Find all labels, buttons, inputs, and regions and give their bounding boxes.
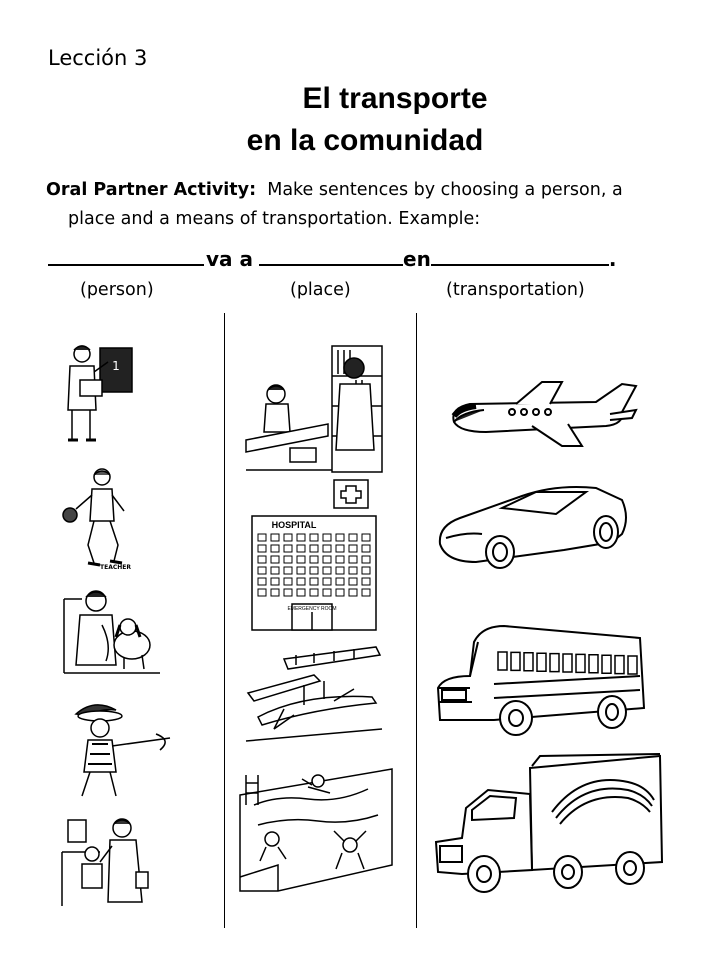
page-title-line1: El transporte bbox=[302, 82, 488, 115]
hospital-window bbox=[271, 578, 279, 585]
truck-image bbox=[432, 752, 666, 898]
instructions-label: Oral Partner Activity: bbox=[46, 180, 257, 200]
hospital-window bbox=[271, 545, 279, 552]
hint-person: (person) bbox=[80, 280, 154, 300]
hospital-window bbox=[297, 589, 305, 596]
veterinarian-image bbox=[62, 585, 162, 680]
bus-window bbox=[550, 654, 559, 672]
hospital-window bbox=[310, 545, 318, 552]
hospital-window bbox=[349, 589, 357, 596]
lesson-label: Lección 3 bbox=[48, 46, 148, 70]
bus-image bbox=[434, 622, 650, 740]
musketeer-image bbox=[70, 700, 180, 800]
hospital-window bbox=[362, 589, 370, 596]
hospital-window bbox=[323, 545, 331, 552]
airplane-image bbox=[446, 378, 642, 450]
bus-window bbox=[589, 655, 598, 673]
hospital-window bbox=[297, 578, 305, 585]
hospital-window bbox=[323, 534, 331, 541]
bus-window bbox=[576, 654, 585, 672]
place-blank bbox=[259, 244, 403, 266]
hospital-door-sign-text: EMERGENCY ROOM bbox=[287, 606, 337, 612]
hospital-window bbox=[284, 534, 292, 541]
transportation-blank bbox=[431, 244, 609, 266]
hospital-window bbox=[271, 589, 279, 596]
column-divider-right bbox=[416, 313, 417, 928]
hospital-window bbox=[297, 567, 305, 574]
hospital-window bbox=[271, 567, 279, 574]
sentence-frame bbox=[48, 244, 616, 271]
hospital-window bbox=[258, 556, 266, 563]
hospital-window bbox=[323, 567, 331, 574]
instructions bbox=[46, 176, 686, 234]
hospital-window bbox=[284, 567, 292, 574]
hospital-window bbox=[271, 556, 279, 563]
bus-window bbox=[602, 655, 611, 673]
hospital-window bbox=[310, 567, 318, 574]
hospital-window bbox=[258, 534, 266, 541]
bus-window bbox=[615, 656, 624, 674]
hospital-window bbox=[362, 556, 370, 563]
hospital-window bbox=[362, 534, 370, 541]
hospital-window bbox=[336, 578, 344, 585]
bus-window bbox=[524, 653, 533, 671]
airport-image bbox=[244, 645, 384, 745]
hospital-sign-text: HOSPITAL bbox=[271, 520, 317, 530]
hospital-window bbox=[258, 578, 266, 585]
hospital-window bbox=[258, 567, 266, 574]
hospital-window bbox=[362, 567, 370, 574]
hospital-window bbox=[349, 545, 357, 552]
instructions-text-1: Make sentences by choosing a person, a bbox=[267, 180, 623, 200]
hospital-window bbox=[258, 545, 266, 552]
sentence-word-en: en bbox=[403, 247, 431, 271]
bus-window bbox=[563, 654, 572, 672]
doctor-image bbox=[60, 812, 160, 912]
hospital-window bbox=[349, 534, 357, 541]
hospital-window bbox=[271, 534, 279, 541]
basketball-player-image bbox=[60, 465, 170, 575]
hospital-window bbox=[362, 578, 370, 585]
car-image bbox=[436, 482, 632, 572]
hospital-window bbox=[284, 556, 292, 563]
page-title-line2: en la comunidad bbox=[246, 124, 484, 157]
hospital-window bbox=[349, 567, 357, 574]
hint-transportation: (transportation) bbox=[446, 280, 585, 300]
hospital-window bbox=[336, 545, 344, 552]
hospital-window bbox=[349, 556, 357, 563]
swimming-pool-image bbox=[238, 765, 394, 895]
bus-window bbox=[498, 652, 507, 670]
sentence-word-va-a: va a bbox=[206, 247, 253, 271]
hospital-window bbox=[323, 589, 331, 596]
hospital-window bbox=[310, 556, 318, 563]
hospital-window bbox=[310, 589, 318, 596]
hospital-window bbox=[258, 589, 266, 596]
bus-window bbox=[537, 653, 546, 671]
sentence-period: . bbox=[608, 247, 617, 271]
hospital-window bbox=[323, 556, 331, 563]
bus-window bbox=[511, 652, 520, 670]
hospital-window bbox=[336, 567, 344, 574]
svg-text:1: 1 bbox=[112, 359, 120, 373]
hospital-window bbox=[297, 545, 305, 552]
hospital-window bbox=[297, 556, 305, 563]
hospital-window bbox=[336, 589, 344, 596]
hospital-window bbox=[284, 545, 292, 552]
hospital-window bbox=[323, 578, 331, 585]
svg-text:TEACHER: TEACHER bbox=[100, 564, 131, 571]
teacher-image bbox=[60, 340, 140, 450]
hospital-window bbox=[349, 578, 357, 585]
hospital-window bbox=[284, 578, 292, 585]
hospital-window bbox=[362, 545, 370, 552]
hospital-window bbox=[297, 534, 305, 541]
library-image bbox=[244, 340, 384, 476]
hospital-window bbox=[310, 534, 318, 541]
hospital-window bbox=[336, 534, 344, 541]
instructions-text-2: place and a means of transportation. Example: bbox=[68, 209, 481, 229]
hospital-window bbox=[284, 589, 292, 596]
person-blank bbox=[48, 244, 204, 266]
hint-place: (place) bbox=[290, 280, 351, 300]
column-divider-left bbox=[224, 313, 225, 928]
bus-window bbox=[628, 656, 637, 674]
hospital-window bbox=[310, 578, 318, 585]
hospital-image bbox=[248, 478, 384, 634]
hospital-window bbox=[336, 556, 344, 563]
